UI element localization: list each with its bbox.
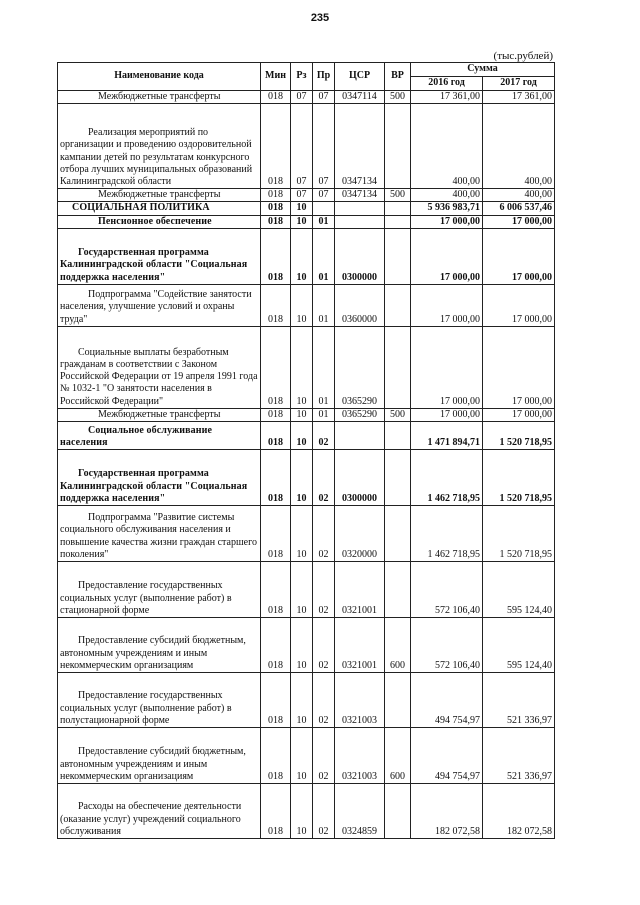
row-name: Межбюджетные трансферты — [58, 91, 261, 104]
row-pr: 02 — [313, 728, 335, 784]
row-name: Подпрограмма "Развитие системы социального обслуживания населения и повышение качества жизни граждан старшего поколения" — [58, 506, 261, 562]
row-pr: 02 — [313, 618, 335, 673]
table-row — [58, 104, 555, 189]
row-min: 018 — [261, 728, 291, 784]
row-pr: 07 — [313, 104, 335, 189]
row-name: Государственная программа Калининградской области "Социальная поддержка населения" — [58, 450, 261, 506]
row-pr: 02 — [313, 784, 335, 839]
row-2017: 17 000,00 — [483, 326, 555, 408]
row-min: 018 — [261, 104, 291, 189]
row-2017: 17 361,00 — [483, 91, 555, 104]
row-2017: 182 072,58 — [483, 784, 555, 839]
row-2016: 17 000,00 — [411, 284, 483, 326]
row-vr — [385, 104, 411, 189]
row-2017: 595 124,40 — [483, 618, 555, 673]
row-rz: 10 — [291, 562, 313, 618]
row-min: 018 — [261, 189, 291, 202]
row-csr: 0300000 — [335, 228, 385, 284]
row-name: Государственная программа Калининградской области "Социальная поддержка населения" — [58, 228, 261, 284]
table-row — [58, 422, 555, 450]
row-name: Предоставление субсидий бюджетным, автономным учреждениям и иным некоммерческим организациям — [58, 728, 261, 784]
page-number: 235 — [310, 12, 330, 24]
row-vr: 500 — [385, 91, 411, 104]
row-rz: 10 — [291, 673, 313, 728]
row-rz: 07 — [291, 91, 313, 104]
row-pr: 01 — [313, 228, 335, 284]
row-min: 018 — [261, 506, 291, 562]
row-csr: 0360000 — [335, 284, 385, 326]
row-min: 018 — [261, 228, 291, 284]
row-min: 018 — [261, 562, 291, 618]
row-2016: 400,00 — [411, 189, 483, 202]
table-row — [58, 91, 555, 104]
row-vr — [385, 506, 411, 562]
units-label: (тыс.рублей) — [493, 50, 553, 62]
row-2016: 572 106,40 — [411, 562, 483, 618]
row-vr — [385, 202, 411, 215]
row-min: 018 — [261, 215, 291, 228]
row-min: 018 — [261, 284, 291, 326]
row-name: Предоставление государственных социальных услуг (выполнение работ) в стационарной форме — [58, 562, 261, 618]
row-min: 018 — [261, 784, 291, 839]
header-vr: ВР — [385, 63, 411, 91]
row-2016: 17 361,00 — [411, 91, 483, 104]
row-csr — [335, 215, 385, 228]
row-name: Расходы на обеспечение деятельности (оказание услуг) учреждений социального обслуживания — [58, 784, 261, 839]
row-2016: 1 471 894,71 — [411, 422, 483, 450]
row-2017: 17 000,00 — [483, 228, 555, 284]
table-row — [58, 784, 555, 839]
row-rz: 10 — [291, 202, 313, 215]
table-row — [58, 673, 555, 728]
table-row — [58, 408, 555, 421]
row-2016: 17 000,00 — [411, 408, 483, 421]
row-rz: 10 — [291, 784, 313, 839]
row-2017: 17 000,00 — [483, 284, 555, 326]
row-name: Социальное обслуживание населения — [58, 422, 261, 450]
row-min: 018 — [261, 408, 291, 421]
row-2017: 400,00 — [483, 104, 555, 189]
table-row — [58, 202, 555, 215]
row-name: Подпрограмма "Содействие занятости населения, улучшение условий и охраны труда" — [58, 284, 261, 326]
row-csr: 0321001 — [335, 618, 385, 673]
row-rz: 07 — [291, 189, 313, 202]
row-csr: 0347134 — [335, 104, 385, 189]
row-2017: 1 520 718,95 — [483, 422, 555, 450]
row-rz: 10 — [291, 618, 313, 673]
row-pr: 01 — [313, 215, 335, 228]
row-vr — [385, 284, 411, 326]
row-csr — [335, 202, 385, 215]
row-rz: 10 — [291, 422, 313, 450]
header-sum: Сумма — [411, 63, 555, 77]
row-csr: 0365290 — [335, 326, 385, 408]
row-2017: 521 336,97 — [483, 673, 555, 728]
row-min: 018 — [261, 91, 291, 104]
row-2016: 400,00 — [411, 104, 483, 189]
row-2016: 5 936 983,71 — [411, 202, 483, 215]
header-2017: 2017 год — [483, 77, 555, 91]
table-row — [58, 189, 555, 202]
row-pr — [313, 202, 335, 215]
row-rz: 10 — [291, 408, 313, 421]
row-csr — [335, 422, 385, 450]
row-csr: 0321001 — [335, 562, 385, 618]
row-2017: 521 336,97 — [483, 728, 555, 784]
row-min: 018 — [261, 202, 291, 215]
row-vr — [385, 450, 411, 506]
row-vr — [385, 326, 411, 408]
row-2016: 572 106,40 — [411, 618, 483, 673]
row-rz: 10 — [291, 326, 313, 408]
row-pr: 02 — [313, 450, 335, 506]
row-csr: 0324859 — [335, 784, 385, 839]
row-vr: 600 — [385, 728, 411, 784]
budget-table — [57, 62, 555, 839]
row-2017: 17 000,00 — [483, 408, 555, 421]
row-vr: 600 — [385, 618, 411, 673]
row-csr: 0300000 — [335, 450, 385, 506]
table-row — [58, 450, 555, 506]
row-pr: 01 — [313, 408, 335, 421]
row-2016: 17 000,00 — [411, 228, 483, 284]
row-2016: 1 462 718,95 — [411, 506, 483, 562]
table-row — [58, 284, 555, 326]
row-csr: 0321003 — [335, 728, 385, 784]
table-row — [58, 326, 555, 408]
row-name: Пенсионное обеспечение — [58, 215, 261, 228]
row-csr: 0321003 — [335, 673, 385, 728]
row-name: Социальные выплаты безработным гражданам в соответствии с Законом Российской Федерации от 19 апреля 1991 года № 1032-1 "О занятости населения в Российской Федерации" — [58, 326, 261, 408]
row-min: 018 — [261, 618, 291, 673]
row-2016: 17 000,00 — [411, 326, 483, 408]
row-csr: 0347114 — [335, 91, 385, 104]
row-pr: 07 — [313, 189, 335, 202]
row-2016: 494 754,97 — [411, 673, 483, 728]
row-rz: 10 — [291, 450, 313, 506]
row-vr — [385, 562, 411, 618]
header-pr: Пр — [313, 63, 335, 91]
row-2017: 1 520 718,95 — [483, 450, 555, 506]
row-vr: 500 — [385, 408, 411, 421]
row-2017: 1 520 718,95 — [483, 506, 555, 562]
row-pr: 01 — [313, 284, 335, 326]
row-rz: 10 — [291, 506, 313, 562]
row-pr: 02 — [313, 562, 335, 618]
row-csr: 0347134 — [335, 189, 385, 202]
row-vr — [385, 422, 411, 450]
row-csr: 0320000 — [335, 506, 385, 562]
row-vr — [385, 228, 411, 284]
header-rz: Рз — [291, 63, 313, 91]
header-min: Мин — [261, 63, 291, 91]
row-pr: 01 — [313, 326, 335, 408]
header-name: Наименование кода — [58, 63, 261, 91]
table-row — [58, 215, 555, 228]
row-vr — [385, 784, 411, 839]
row-name: Межбюджетные трансферты — [58, 189, 261, 202]
row-2016: 494 754,97 — [411, 728, 483, 784]
row-2016: 1 462 718,95 — [411, 450, 483, 506]
row-min: 018 — [261, 422, 291, 450]
row-2017: 17 000,00 — [483, 215, 555, 228]
table-row — [58, 228, 555, 284]
table-row — [58, 562, 555, 618]
table-row — [58, 506, 555, 562]
header-2016: 2016 год — [411, 77, 483, 91]
row-2017: 400,00 — [483, 189, 555, 202]
row-rz: 10 — [291, 728, 313, 784]
row-2016: 182 072,58 — [411, 784, 483, 839]
row-name: Межбюджетные трансферты — [58, 408, 261, 421]
row-rz: 07 — [291, 104, 313, 189]
row-name: Предоставление государственных социальных услуг (выполнение работ) в полустационарной форме — [58, 673, 261, 728]
row-rz: 10 — [291, 284, 313, 326]
row-2017: 595 124,40 — [483, 562, 555, 618]
row-pr: 02 — [313, 422, 335, 450]
row-min: 018 — [261, 326, 291, 408]
row-csr: 0365290 — [335, 408, 385, 421]
row-rz: 10 — [291, 228, 313, 284]
row-min: 018 — [261, 673, 291, 728]
table-row — [58, 728, 555, 784]
row-pr: 02 — [313, 506, 335, 562]
row-vr — [385, 215, 411, 228]
row-name: Предоставление субсидий бюджетным, автономным учреждениям и иным некоммерческим организациям — [58, 618, 261, 673]
header-csr: ЦСР — [335, 63, 385, 91]
row-name: СОЦИАЛЬНАЯ ПОЛИТИКА — [58, 202, 261, 215]
row-vr — [385, 673, 411, 728]
row-vr: 500 — [385, 189, 411, 202]
row-name: Реализация мероприятий по организации и проведению оздоровительной кампании детей по результатам конкурсного отбора лучших муниципальных образований Калининградской области — [58, 104, 261, 189]
row-pr: 07 — [313, 91, 335, 104]
row-rz: 10 — [291, 215, 313, 228]
row-2017: 6 006 537,46 — [483, 202, 555, 215]
row-pr: 02 — [313, 673, 335, 728]
table-row — [58, 618, 555, 673]
row-2016: 17 000,00 — [411, 215, 483, 228]
row-min: 018 — [261, 450, 291, 506]
